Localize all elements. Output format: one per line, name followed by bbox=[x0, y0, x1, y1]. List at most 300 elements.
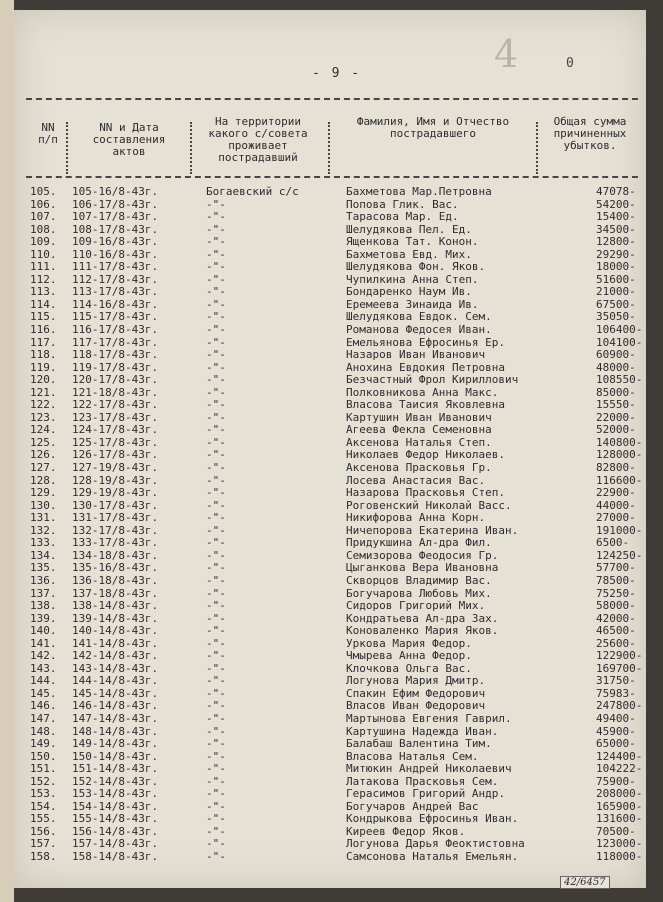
territory: -"- bbox=[206, 762, 226, 776]
row-number: 115. bbox=[30, 310, 57, 324]
damage-sum: 48000- bbox=[596, 360, 636, 374]
act-number-date: 121-18/8-43г. bbox=[72, 385, 159, 399]
row-number: 143. bbox=[30, 661, 57, 675]
act-number-date: 144-14/8-43г. bbox=[72, 674, 159, 688]
victim-name: Логунова Дарья Феоктистовна bbox=[346, 837, 525, 851]
damage-sum: 21000- bbox=[596, 285, 636, 299]
victim-name: Уркова Мария Федор. bbox=[346, 636, 472, 650]
row-number: 146. bbox=[30, 699, 57, 713]
damage-sum: 118000- bbox=[596, 849, 643, 863]
territory: -"- bbox=[206, 661, 226, 675]
row-number: 117. bbox=[30, 335, 57, 349]
row-number: 153. bbox=[30, 787, 57, 801]
victim-name: Латакова Прасковья Сем. bbox=[346, 774, 499, 788]
act-number-date: 147-14/8-43г. bbox=[72, 711, 159, 725]
territory: -"- bbox=[206, 586, 226, 600]
row-number: 129. bbox=[30, 486, 57, 500]
document-page bbox=[14, 10, 646, 888]
row-number: 134. bbox=[30, 548, 57, 562]
act-number-date: 135-16/8-43г. bbox=[72, 561, 159, 575]
victim-name: Аксенова Наталья Степ. bbox=[346, 435, 492, 449]
act-number-date: 154-14/8-43г. bbox=[72, 799, 159, 813]
damage-sum: 31750- bbox=[596, 674, 636, 688]
table-row bbox=[14, 575, 646, 588]
territory: -"- bbox=[206, 749, 226, 763]
victim-name: Коноваленко Мария Яков. bbox=[346, 624, 499, 638]
damage-sum: 165900- bbox=[596, 799, 643, 813]
row-number: 139. bbox=[30, 611, 57, 625]
territory: -"- bbox=[206, 536, 226, 550]
table-row bbox=[14, 512, 646, 525]
damage-sum: 85000- bbox=[596, 385, 636, 399]
header-territory: На территории какого с/совета проживает пострадавший bbox=[208, 115, 308, 164]
damage-sum: 75250- bbox=[596, 586, 636, 600]
act-number-date: 113-17/8-43г. bbox=[72, 285, 159, 299]
row-number: 124. bbox=[30, 423, 57, 437]
damage-sum: 128000- bbox=[596, 448, 643, 462]
victim-name: Картушина Надежда Иван. bbox=[346, 724, 499, 738]
row-number: 150. bbox=[30, 749, 57, 763]
territory: -"- bbox=[206, 686, 226, 700]
row-number: 126. bbox=[30, 448, 57, 462]
territory: -"- bbox=[206, 210, 226, 224]
damage-sum: 12800- bbox=[596, 235, 636, 249]
victim-name: Назарова Прасковья Степ. bbox=[346, 486, 505, 500]
damage-sum: 46500- bbox=[596, 624, 636, 638]
damage-sum: 27000- bbox=[596, 511, 636, 525]
victim-name: Богучарова Любовь Мих. bbox=[346, 586, 492, 600]
territory: -"- bbox=[206, 611, 226, 625]
row-number: 133. bbox=[30, 536, 57, 550]
table-row bbox=[14, 374, 646, 387]
victim-name: Семизорова Феодосия Гр. bbox=[346, 548, 499, 562]
row-number: 155. bbox=[30, 812, 57, 826]
row-number: 136. bbox=[30, 573, 57, 587]
victim-name: Безчастный Фрол Кириллович bbox=[346, 373, 519, 387]
territory: -"- bbox=[206, 323, 226, 337]
header-bottom-rule bbox=[26, 176, 638, 178]
victim-name: Цыганкова Вера Ивановна bbox=[346, 561, 499, 575]
row-number: 119. bbox=[30, 360, 57, 374]
territory: -"- bbox=[206, 435, 226, 449]
table-row bbox=[14, 537, 646, 550]
damage-sum: 65000- bbox=[596, 737, 636, 751]
act-number-date: 155-14/8-43г. bbox=[72, 812, 159, 826]
table-row bbox=[14, 324, 646, 337]
act-number-date: 152-14/8-43г. bbox=[72, 774, 159, 788]
row-number: 158. bbox=[30, 849, 57, 863]
header-number: NN п/п bbox=[38, 121, 58, 146]
territory: -"- bbox=[206, 410, 226, 424]
table-row bbox=[14, 738, 646, 751]
damage-sum: 60900- bbox=[596, 348, 636, 362]
victim-name: Назаров Иван Иванович bbox=[346, 348, 486, 362]
row-number: 123. bbox=[30, 410, 57, 424]
act-number-date: 146-14/8-43г. bbox=[72, 699, 159, 713]
territory: Богаевский с/с bbox=[206, 185, 299, 198]
act-number-date: 130-17/8-43г. bbox=[72, 498, 159, 512]
victim-name: Агеева Фекла Семеновна bbox=[346, 423, 492, 437]
victim-name: Логунова Мария Дмитр. bbox=[346, 674, 486, 688]
row-number: 137. bbox=[30, 586, 57, 600]
header-top-rule bbox=[26, 98, 638, 100]
damage-sum: 47078- bbox=[596, 185, 636, 198]
table-row bbox=[14, 650, 646, 663]
corner-mark: 0 bbox=[566, 56, 574, 71]
page-number: - 9 - bbox=[312, 66, 362, 81]
page-edge bbox=[0, 0, 14, 902]
territory: -"- bbox=[206, 724, 226, 738]
act-number-date: 132-17/8-43г. bbox=[72, 523, 159, 537]
act-number-date: 138-14/8-43г. bbox=[72, 599, 159, 613]
header-name: Фамилия, Имя и Отчество пострадавшего bbox=[356, 115, 510, 140]
territory: -"- bbox=[206, 649, 226, 663]
act-number-date: 136-18/8-43г. bbox=[72, 573, 159, 587]
damage-sum: 22000- bbox=[596, 410, 636, 424]
victim-name: Николаев Федор Николаев. bbox=[346, 448, 505, 462]
victim-name: Чупилкина Анна Степ. bbox=[346, 272, 479, 286]
victim-name: Кондратьева Ал-дра Зах. bbox=[346, 611, 499, 625]
territory: -"- bbox=[206, 486, 226, 500]
act-number-date: 107-17/8-43г. bbox=[72, 210, 159, 224]
victim-name: Власова Таисия Яковлевна bbox=[346, 398, 505, 412]
damage-sum: 124250- bbox=[596, 548, 643, 562]
table-body bbox=[14, 186, 646, 864]
damage-sum: 208000- bbox=[596, 787, 643, 801]
act-number-date: 137-18/8-43г. bbox=[72, 586, 159, 600]
act-number-date: 127-19/8-43г. bbox=[72, 461, 159, 475]
damage-sum: 122900- bbox=[596, 649, 643, 663]
territory: -"- bbox=[206, 348, 226, 362]
territory: -"- bbox=[206, 473, 226, 487]
victim-name: Митюкин Андрей Николаевич bbox=[346, 762, 512, 776]
act-number-date: 117-17/8-43г. bbox=[72, 335, 159, 349]
victim-name: Никифорова Анна Корн. bbox=[346, 511, 486, 525]
act-number-date: 116-17/8-43г. bbox=[72, 323, 159, 337]
victim-name: Шелудякова Евдок. Сем. bbox=[346, 310, 492, 324]
act-number-date: 120-17/8-43г. bbox=[72, 373, 159, 387]
victim-name: Кондрыкова Ефросинья Иван. bbox=[346, 812, 519, 826]
territory: -"- bbox=[206, 837, 226, 851]
damage-sum: 82800- bbox=[596, 461, 636, 475]
damage-sum: 108550- bbox=[596, 373, 643, 387]
act-number-date: 125-17/8-43г. bbox=[72, 435, 159, 449]
territory: -"- bbox=[206, 335, 226, 349]
damage-sum: 34500- bbox=[596, 222, 636, 236]
act-number-date: 141-14/8-43г. bbox=[72, 636, 159, 650]
row-number: 152. bbox=[30, 774, 57, 788]
table-row bbox=[14, 763, 646, 776]
act-number-date: 150-14/8-43г. bbox=[72, 749, 159, 763]
victim-name: Самсонова Наталья Емельян. bbox=[346, 849, 519, 863]
victim-name: Полковникова Анна Макс. bbox=[346, 385, 499, 399]
damage-sum: 52000- bbox=[596, 423, 636, 437]
territory: -"- bbox=[206, 573, 226, 587]
territory: -"- bbox=[206, 636, 226, 650]
row-number: 145. bbox=[30, 686, 57, 700]
territory: -"- bbox=[206, 247, 226, 261]
row-number: 110. bbox=[30, 247, 57, 261]
act-number-date: 131-17/8-43г. bbox=[72, 511, 159, 525]
act-number-date: 129-19/8-43г. bbox=[72, 486, 159, 500]
damage-sum: 42000- bbox=[596, 611, 636, 625]
victim-name: Анохина Евдокия Петровна bbox=[346, 360, 505, 374]
victim-name: Герасимов Григорий Андр. bbox=[346, 787, 505, 801]
table-row bbox=[14, 236, 646, 249]
act-number-date: 139-14/8-43г. bbox=[72, 611, 159, 625]
act-number-date: 142-14/8-43г. bbox=[72, 649, 159, 663]
row-number: 113. bbox=[30, 285, 57, 299]
victim-name: Картушин Иван Иванович bbox=[346, 410, 492, 424]
victim-name: Балабаш Валентина Тим. bbox=[346, 737, 492, 751]
table-row bbox=[14, 349, 646, 362]
row-number: 156. bbox=[30, 824, 57, 838]
damage-sum: 140800- bbox=[596, 435, 643, 449]
victim-name: Бондаренко Наум Ив. bbox=[346, 285, 472, 299]
header-separator bbox=[66, 122, 68, 174]
damage-sum: 57700- bbox=[596, 561, 636, 575]
table-row bbox=[14, 186, 646, 199]
row-number: 128. bbox=[30, 473, 57, 487]
row-number: 127. bbox=[30, 461, 57, 475]
row-number: 105. bbox=[30, 185, 57, 198]
territory: -"- bbox=[206, 272, 226, 286]
victim-name: Спакин Ефим Федорович bbox=[346, 686, 486, 700]
table-row bbox=[14, 813, 646, 826]
row-number: 121. bbox=[30, 385, 57, 399]
damage-sum: 51600- bbox=[596, 272, 636, 286]
territory: -"- bbox=[206, 849, 226, 863]
table-row bbox=[14, 625, 646, 638]
damage-sum: 15400- bbox=[596, 210, 636, 224]
archive-code: 42/6457 bbox=[560, 876, 610, 889]
act-number-date: 118-17/8-43г. bbox=[72, 348, 159, 362]
damage-sum: 131600- bbox=[596, 812, 643, 826]
table-row bbox=[14, 399, 646, 412]
act-number-date: 115-17/8-43г. bbox=[72, 310, 159, 324]
act-number-date: 122-17/8-43г. bbox=[72, 398, 159, 412]
damage-sum: 116600- bbox=[596, 473, 643, 487]
row-number: 132. bbox=[30, 523, 57, 537]
act-number-date: 153-14/8-43г. bbox=[72, 787, 159, 801]
row-number: 111. bbox=[30, 260, 57, 274]
territory: -"- bbox=[206, 385, 226, 399]
victim-name: Бахметова Евд. Мих. bbox=[346, 247, 472, 261]
table-row bbox=[14, 211, 646, 224]
table-row bbox=[14, 600, 646, 613]
territory: -"- bbox=[206, 561, 226, 575]
territory: -"- bbox=[206, 711, 226, 725]
territory: -"- bbox=[206, 222, 226, 236]
row-number: 112. bbox=[30, 272, 57, 286]
act-number-date: 156-14/8-43г. bbox=[72, 824, 159, 838]
damage-sum: 15550- bbox=[596, 398, 636, 412]
territory: -"- bbox=[206, 674, 226, 688]
damage-sum: 29290- bbox=[596, 247, 636, 261]
damage-sum: 169700- bbox=[596, 661, 643, 675]
damage-sum: 78500- bbox=[596, 573, 636, 587]
act-number-date: 148-14/8-43г. bbox=[72, 724, 159, 738]
row-number: 148. bbox=[30, 724, 57, 738]
territory: -"- bbox=[206, 523, 226, 537]
row-number: 116. bbox=[30, 323, 57, 337]
victim-name: Шелудякова Пел. Ед. bbox=[346, 222, 472, 236]
table-row bbox=[14, 462, 646, 475]
damage-sum: 104222- bbox=[596, 762, 643, 776]
victim-name: Ященкова Тат. Конон. bbox=[346, 235, 479, 249]
damage-sum: 6500- bbox=[596, 536, 630, 550]
table-row bbox=[14, 487, 646, 500]
act-number-date: 151-14/8-43г. bbox=[72, 762, 159, 776]
act-number-date: 123-17/8-43г. bbox=[72, 410, 159, 424]
damage-sum: 123000- bbox=[596, 837, 643, 851]
victim-name: Романова Федосея Иван. bbox=[346, 323, 492, 337]
row-number: 149. bbox=[30, 737, 57, 751]
damage-sum: 22900- bbox=[596, 486, 636, 500]
territory: -"- bbox=[206, 423, 226, 437]
damage-sum: 106400- bbox=[596, 323, 643, 337]
territory: -"- bbox=[206, 812, 226, 826]
territory: -"- bbox=[206, 699, 226, 713]
territory: -"- bbox=[206, 373, 226, 387]
row-number: 131. bbox=[30, 511, 57, 525]
territory: -"- bbox=[206, 448, 226, 462]
damage-sum: 35050- bbox=[596, 310, 636, 324]
territory: -"- bbox=[206, 197, 226, 211]
victim-name: Ничепорова Екатерина Иван. bbox=[346, 523, 519, 537]
victim-name: Придукшина Ал-дра Фил. bbox=[346, 536, 492, 550]
act-number-date: 145-14/8-43г. bbox=[72, 686, 159, 700]
act-number-date: 140-14/8-43г. bbox=[72, 624, 159, 638]
damage-sum: 247800- bbox=[596, 699, 643, 713]
damage-sum: 58000- bbox=[596, 599, 636, 613]
victim-name: Киреев Федор Яков. bbox=[346, 824, 466, 838]
act-number-date: 158-14/8-43г. bbox=[72, 849, 159, 863]
territory: -"- bbox=[206, 824, 226, 838]
row-number: 154. bbox=[30, 799, 57, 813]
territory: -"- bbox=[206, 599, 226, 613]
act-number-date: 119-17/8-43г. bbox=[72, 360, 159, 374]
row-number: 138. bbox=[30, 599, 57, 613]
act-number-date: 157-14/8-43г. bbox=[72, 837, 159, 851]
damage-sum: 191000- bbox=[596, 523, 643, 537]
territory: -"- bbox=[206, 398, 226, 412]
damage-sum: 104100- bbox=[596, 335, 643, 349]
row-number: 135. bbox=[30, 561, 57, 575]
row-number: 109. bbox=[30, 235, 57, 249]
table-row bbox=[14, 675, 646, 688]
row-number: 142. bbox=[30, 649, 57, 663]
territory: -"- bbox=[206, 461, 226, 475]
territory: -"- bbox=[206, 297, 226, 311]
victim-name: Скворцов Владимир Вас. bbox=[346, 573, 492, 587]
victim-name: Шелудякова Фон. Яков. bbox=[346, 260, 486, 274]
row-number: 157. bbox=[30, 837, 57, 851]
act-number-date: 128-19/8-43г. bbox=[72, 473, 159, 487]
damage-sum: 67500- bbox=[596, 297, 636, 311]
act-number-date: 149-14/8-43г. bbox=[72, 737, 159, 751]
victim-name: Мартынова Евгения Гаврил. bbox=[346, 711, 512, 725]
act-number-date: 143-14/8-43г. bbox=[72, 661, 159, 675]
victim-name: Власова Наталья Сем. bbox=[346, 749, 479, 763]
act-number-date: 108-17/8-43г. bbox=[72, 222, 159, 236]
territory: -"- bbox=[206, 737, 226, 751]
territory: -"- bbox=[206, 260, 226, 274]
act-number-date: 134-18/8-43г. bbox=[72, 548, 159, 562]
victim-name: Еремеева Зинаида Ив. bbox=[346, 297, 479, 311]
table-row bbox=[14, 851, 646, 864]
damage-sum: 45900- bbox=[596, 724, 636, 738]
territory: -"- bbox=[206, 235, 226, 249]
damage-sum: 44000- bbox=[596, 498, 636, 512]
table-row bbox=[14, 261, 646, 274]
act-number-date: 114-16/8-43г. bbox=[72, 297, 159, 311]
damage-sum: 75900- bbox=[596, 774, 636, 788]
territory: -"- bbox=[206, 774, 226, 788]
damage-sum: 49400- bbox=[596, 711, 636, 725]
header-sum: Общая сумма причиненных убытков. bbox=[553, 115, 627, 152]
victim-name: Сидоров Григорий Мих. bbox=[346, 599, 486, 613]
row-number: 130. bbox=[30, 498, 57, 512]
act-number-date: 133-17/8-43г. bbox=[72, 536, 159, 550]
victim-name: Бахметова Мар.Петровна bbox=[346, 185, 492, 198]
victim-name: Тарасова Мар. Ед. bbox=[346, 210, 459, 224]
act-number-date: 124-17/8-43г. bbox=[72, 423, 159, 437]
row-number: 151. bbox=[30, 762, 57, 776]
row-number: 141. bbox=[30, 636, 57, 650]
victim-name: Лосева Анастасия Вас. bbox=[346, 473, 486, 487]
row-number: 114. bbox=[30, 297, 57, 311]
act-number-date: 112-17/8-43г. bbox=[72, 272, 159, 286]
territory: -"- bbox=[206, 787, 226, 801]
row-number: 144. bbox=[30, 674, 57, 688]
row-number: 140. bbox=[30, 624, 57, 638]
victim-name: Чмырева Анна Федор. bbox=[346, 649, 472, 663]
row-number: 122. bbox=[30, 398, 57, 412]
act-number-date: 126-17/8-43г. bbox=[72, 448, 159, 462]
header-act: NN и Дата составления актов bbox=[92, 121, 166, 158]
act-number-date: 110-16/8-43г. bbox=[72, 247, 159, 261]
table-row bbox=[14, 788, 646, 801]
victim-name: Емельянова Ефросинья Ер. bbox=[346, 335, 505, 349]
row-number: 147. bbox=[30, 711, 57, 725]
table-row bbox=[14, 713, 646, 726]
act-number-date: 105-16/8-43г. bbox=[72, 185, 159, 198]
damage-sum: 25600- bbox=[596, 636, 636, 650]
territory: -"- bbox=[206, 511, 226, 525]
damage-sum: 124400- bbox=[596, 749, 643, 763]
act-number-date: 111-17/8-43г. bbox=[72, 260, 159, 274]
victim-name: Богучаров Андрей Вас bbox=[346, 799, 479, 813]
territory: -"- bbox=[206, 360, 226, 374]
handwritten-mark: 4 bbox=[494, 32, 519, 76]
victim-name: Попова Глик. Вас. bbox=[346, 197, 459, 211]
damage-sum: 54200- bbox=[596, 197, 636, 211]
territory: -"- bbox=[206, 799, 226, 813]
row-number: 106. bbox=[30, 197, 57, 211]
victim-name: Власов Иван Федорович bbox=[346, 699, 486, 713]
row-number: 107. bbox=[30, 210, 57, 224]
damage-sum: 70500- bbox=[596, 824, 636, 838]
territory: -"- bbox=[206, 548, 226, 562]
victim-name: Клочкова Ольга Вас. bbox=[346, 661, 472, 675]
row-number: 125. bbox=[30, 435, 57, 449]
act-number-date: 106-17/8-43г. bbox=[72, 197, 159, 211]
damage-sum: 75983- bbox=[596, 686, 636, 700]
territory: -"- bbox=[206, 498, 226, 512]
row-number: 108. bbox=[30, 222, 57, 236]
victim-name: Роговенский Николай Васс. bbox=[346, 498, 512, 512]
